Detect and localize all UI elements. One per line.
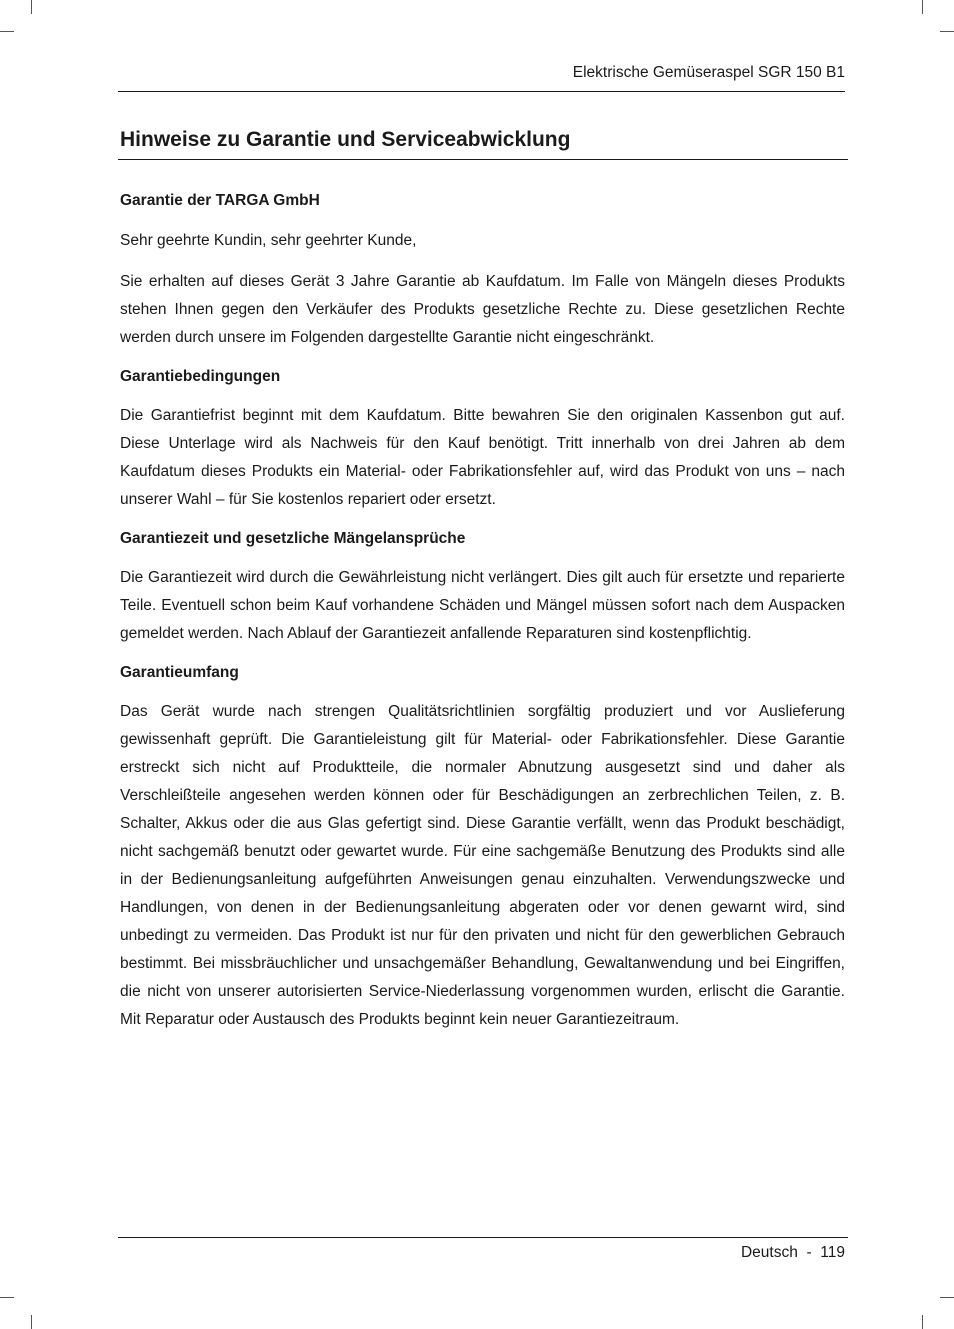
crop-mark-bottom-left <box>31 1315 32 1329</box>
crop-mark-right-top <box>940 31 954 32</box>
page-footer <box>741 1242 845 1264</box>
footer-separator: - <box>806 1244 812 1261</box>
crop-mark-bottom-right <box>922 1315 923 1329</box>
page-title: Hinweise zu Garantie und Serviceabwicklung <box>120 128 571 151</box>
crop-mark-top-right <box>922 0 923 14</box>
footer-rule <box>118 1237 848 1238</box>
section-heading-warranty-period: Garantiezeit und gesetzliche Mängelansprüche <box>120 530 466 547</box>
section-heading-conditions: Garantiebedingungen <box>120 368 281 385</box>
scope-paragraph: Das Gerät wurde nach strengen Qualitätsrichtlinien sorgfältig produziert und vor Auslieferung gewissenhaft geprüft. Die Garantieleistung gilt für Material- oder Fabrikationsfehler. Diese Garantie erstreckt sich nicht auf Produktteile, die normaler Abnutzung ausgesetzt sind und daher als Verschleißteile angesehen werden können oder für Beschädigungen an zerbrechlichen Teilen, z. B. Schalter, Akkus oder die aus Glas gefertigt sind. Diese Garantie verfällt, wenn das Produkt beschädigt, nicht sachgemäß benutzt oder gewartet wurde. Für eine sachgemäße Benutzung des Produkts sind alle in der Bedienungsanleitung aufgeführten Anweisungen genau einzuhalten. Verwendungszwecke und Handlungen, von denen in der Bedienungsanleitung abgeraten oder vor denen gewarnt wird, sind unbedingt zu vermeiden. Das Produkt ist nur für den privaten und nicht für den gewerblichen Gebrauch bestimmt. Bei missbräuchlicher und unsachgemäßer Behandlung, Gewaltanwendung und bei Eingriffen, die nicht von unserer autorisierten Service-Niederlassung vorgenommen wurden, erlischt die Garantie. Mit Reparatur oder Austausch des Produkts beginnt kein neuer Garantiezeitraum. <box>120 703 845 1028</box>
running-header: Elektrische Gemüseraspel SGR 150 B1 <box>572 64 845 81</box>
document-body <box>120 188 845 1034</box>
warranty-period-paragraph: Die Garantiezeit wird durch die Gewährleistung nicht verlängert. Dies gilt auch für ersetzte und reparierte Teile. Eventuell schon beim Kauf vorhandene Schäden und Mängel müssen sofort nach dem Auspacken gemeldet werden. Nach Ablauf der Garantiezeit anfallende Reparaturen sind kostenpflichtig. <box>120 569 845 642</box>
title-rule <box>118 159 848 160</box>
page-number: 119 <box>820 1244 845 1261</box>
crop-mark-top-left <box>31 0 32 14</box>
conditions-paragraph: Die Garantiefrist beginnt mit dem Kaufdatum. Bitte bewahren Sie den originalen Kassenbon gut auf. Diese Unterlage wird als Nachweis für den Kauf benötigt. Tritt innerhalb von drei Jahren ab dem Kaufdatum dieses Produkts ein Material- oder Fabrikationsfehler auf, wird das Produkt von uns – nach unserer Wahl – für Sie kostenlos repariert oder ersetzt. <box>120 407 845 508</box>
crop-mark-right-bottom <box>940 1297 954 1298</box>
header-rule <box>118 91 845 92</box>
crop-mark-left-bottom <box>0 1297 14 1298</box>
footer-language: Deutsch <box>740 1244 798 1261</box>
intro-paragraph: Sie erhalten auf dieses Gerät 3 Jahre Garantie ab Kaufdatum. Im Falle von Mängeln dieses Produkts stehen Ihnen gegen den Verkäufer des Produkts gesetzliche Rechte zu. Diese gesetzlichen Rechte werden durch unsere im Folgenden dargestellte Garantie nicht eingeschränkt. <box>120 273 845 346</box>
section-heading-scope: Garantieumfang <box>120 664 239 681</box>
section-heading-targa-warranty: Garantie der TARGA GmbH <box>120 192 320 209</box>
salutation: Sehr geehrte Kundin, sehr geehrter Kunde, <box>120 232 417 249</box>
crop-mark-left-top <box>0 31 14 32</box>
